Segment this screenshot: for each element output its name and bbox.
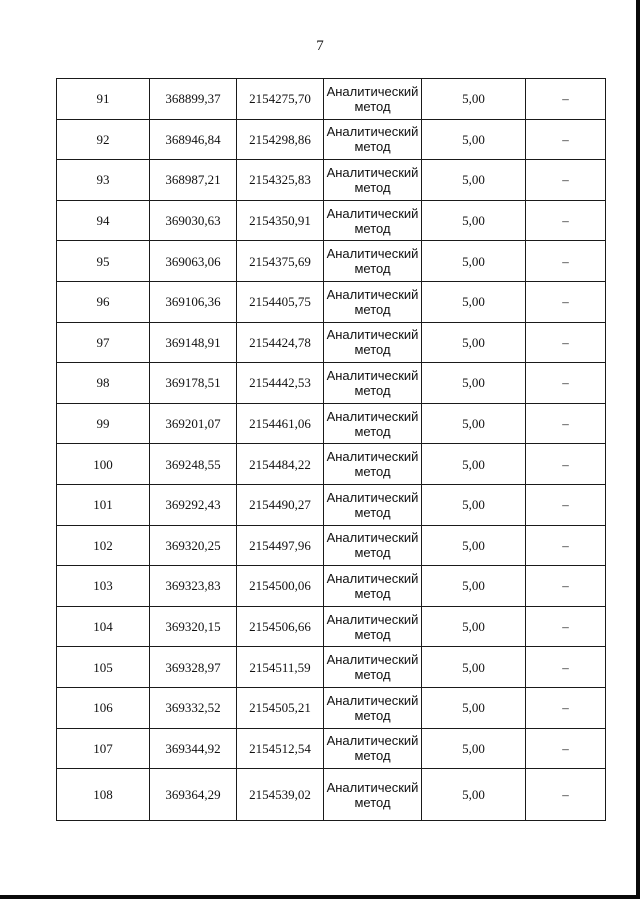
note-cell: – <box>526 484 606 525</box>
table-row <box>57 606 606 647</box>
x-coordinate-cell: 369332,52 <box>150 687 237 728</box>
note-cell: – <box>526 200 606 241</box>
x-coordinate-cell: 369178,51 <box>150 363 237 404</box>
point-number-cell: 94 <box>57 200 150 241</box>
point-number-cell: 97 <box>57 322 150 363</box>
method-cell: Аналитический метод <box>324 769 422 821</box>
table-row <box>57 241 606 282</box>
accuracy-cell: 5,00 <box>422 606 526 647</box>
accuracy-cell: 5,00 <box>422 363 526 404</box>
point-number-cell: 93 <box>57 160 150 201</box>
point-number-cell: 107 <box>57 728 150 769</box>
accuracy-cell: 5,00 <box>422 79 526 120</box>
accuracy-cell: 5,00 <box>422 525 526 566</box>
point-number-cell: 101 <box>57 484 150 525</box>
x-coordinate-cell: 369323,83 <box>150 566 237 607</box>
point-number-cell: 91 <box>57 79 150 120</box>
point-number-cell: 99 <box>57 403 150 444</box>
x-coordinate-cell: 369201,07 <box>150 403 237 444</box>
table-row <box>57 647 606 688</box>
method-cell: Аналитический метод <box>324 484 422 525</box>
y-coordinate-cell: 2154512,54 <box>237 728 324 769</box>
point-number-cell: 106 <box>57 687 150 728</box>
coordinates-table <box>56 78 606 821</box>
note-cell: – <box>526 728 606 769</box>
table-row <box>57 566 606 607</box>
accuracy-cell: 5,00 <box>422 403 526 444</box>
note-cell: – <box>526 119 606 160</box>
accuracy-cell: 5,00 <box>422 484 526 525</box>
accuracy-cell: 5,00 <box>422 566 526 607</box>
x-coordinate-cell: 369148,91 <box>150 322 237 363</box>
method-cell: Аналитический метод <box>324 322 422 363</box>
point-number-cell: 105 <box>57 647 150 688</box>
table-row <box>57 200 606 241</box>
y-coordinate-cell: 2154298,86 <box>237 119 324 160</box>
accuracy-cell: 5,00 <box>422 160 526 201</box>
y-coordinate-cell: 2154461,06 <box>237 403 324 444</box>
accuracy-cell: 5,00 <box>422 769 526 821</box>
x-coordinate-cell: 369328,97 <box>150 647 237 688</box>
x-coordinate-cell: 368899,37 <box>150 79 237 120</box>
point-number-cell: 96 <box>57 281 150 322</box>
y-coordinate-cell: 2154539,02 <box>237 769 324 821</box>
table-row <box>57 119 606 160</box>
note-cell: – <box>526 79 606 120</box>
accuracy-cell: 5,00 <box>422 119 526 160</box>
table-row <box>57 363 606 404</box>
x-coordinate-cell: 369320,15 <box>150 606 237 647</box>
accuracy-cell: 5,00 <box>422 444 526 485</box>
note-cell: – <box>526 606 606 647</box>
point-number-cell: 102 <box>57 525 150 566</box>
y-coordinate-cell: 2154424,78 <box>237 322 324 363</box>
y-coordinate-cell: 2154405,75 <box>237 281 324 322</box>
table-row <box>57 728 606 769</box>
table-row <box>57 281 606 322</box>
table-row <box>57 769 606 821</box>
y-coordinate-cell: 2154325,83 <box>237 160 324 201</box>
x-coordinate-cell: 369320,25 <box>150 525 237 566</box>
method-cell: Аналитический метод <box>324 119 422 160</box>
point-number-cell: 103 <box>57 566 150 607</box>
method-cell: Аналитический метод <box>324 606 422 647</box>
point-number-cell: 92 <box>57 119 150 160</box>
note-cell: – <box>526 363 606 404</box>
table-row <box>57 525 606 566</box>
table-row <box>57 444 606 485</box>
y-coordinate-cell: 2154506,66 <box>237 606 324 647</box>
y-coordinate-cell: 2154375,69 <box>237 241 324 282</box>
y-coordinate-cell: 2154490,27 <box>237 484 324 525</box>
y-coordinate-cell: 2154511,59 <box>237 647 324 688</box>
accuracy-cell: 5,00 <box>422 687 526 728</box>
note-cell: – <box>526 566 606 607</box>
note-cell: – <box>526 241 606 282</box>
method-cell: Аналитический метод <box>324 728 422 769</box>
accuracy-cell: 5,00 <box>422 281 526 322</box>
method-cell: Аналитический метод <box>324 160 422 201</box>
table-row <box>57 322 606 363</box>
table-row <box>57 160 606 201</box>
table-row <box>57 403 606 444</box>
y-coordinate-cell: 2154275,70 <box>237 79 324 120</box>
note-cell: – <box>526 281 606 322</box>
x-coordinate-cell: 369063,06 <box>150 241 237 282</box>
accuracy-cell: 5,00 <box>422 200 526 241</box>
note-cell: – <box>526 322 606 363</box>
table-row <box>57 687 606 728</box>
x-coordinate-cell: 369248,55 <box>150 444 237 485</box>
x-coordinate-cell: 369292,43 <box>150 484 237 525</box>
accuracy-cell: 5,00 <box>422 647 526 688</box>
point-number-cell: 104 <box>57 606 150 647</box>
note-cell: – <box>526 403 606 444</box>
point-number-cell: 98 <box>57 363 150 404</box>
method-cell: Аналитический метод <box>324 363 422 404</box>
y-coordinate-cell: 2154500,06 <box>237 566 324 607</box>
note-cell: – <box>526 647 606 688</box>
accuracy-cell: 5,00 <box>422 728 526 769</box>
y-coordinate-cell: 2154350,91 <box>237 200 324 241</box>
x-coordinate-cell: 369030,63 <box>150 200 237 241</box>
point-number-cell: 95 <box>57 241 150 282</box>
page-number: 7 <box>316 38 324 54</box>
method-cell: Аналитический метод <box>324 525 422 566</box>
x-coordinate-cell: 368987,21 <box>150 160 237 201</box>
table-row <box>57 484 606 525</box>
point-number-cell: 100 <box>57 444 150 485</box>
note-cell: – <box>526 687 606 728</box>
method-cell: Аналитический метод <box>324 403 422 444</box>
x-coordinate-cell: 369344,92 <box>150 728 237 769</box>
note-cell: – <box>526 769 606 821</box>
method-cell: Аналитический метод <box>324 241 422 282</box>
note-cell: – <box>526 525 606 566</box>
method-cell: Аналитический метод <box>324 566 422 607</box>
accuracy-cell: 5,00 <box>422 241 526 282</box>
y-coordinate-cell: 2154442,53 <box>237 363 324 404</box>
note-cell: – <box>526 160 606 201</box>
y-coordinate-cell: 2154497,96 <box>237 525 324 566</box>
y-coordinate-cell: 2154484,22 <box>237 444 324 485</box>
method-cell: Аналитический метод <box>324 647 422 688</box>
x-coordinate-cell: 369106,36 <box>150 281 237 322</box>
x-coordinate-cell: 368946,84 <box>150 119 237 160</box>
x-coordinate-cell: 369364,29 <box>150 769 237 821</box>
method-cell: Аналитический метод <box>324 200 422 241</box>
note-cell: – <box>526 444 606 485</box>
method-cell: Аналитический метод <box>324 79 422 120</box>
coordinates-table-body <box>57 79 606 821</box>
method-cell: Аналитический метод <box>324 687 422 728</box>
accuracy-cell: 5,00 <box>422 322 526 363</box>
y-coordinate-cell: 2154505,21 <box>237 687 324 728</box>
table-row <box>57 79 606 120</box>
method-cell: Аналитический метод <box>324 281 422 322</box>
point-number-cell: 108 <box>57 769 150 821</box>
method-cell: Аналитический метод <box>324 444 422 485</box>
